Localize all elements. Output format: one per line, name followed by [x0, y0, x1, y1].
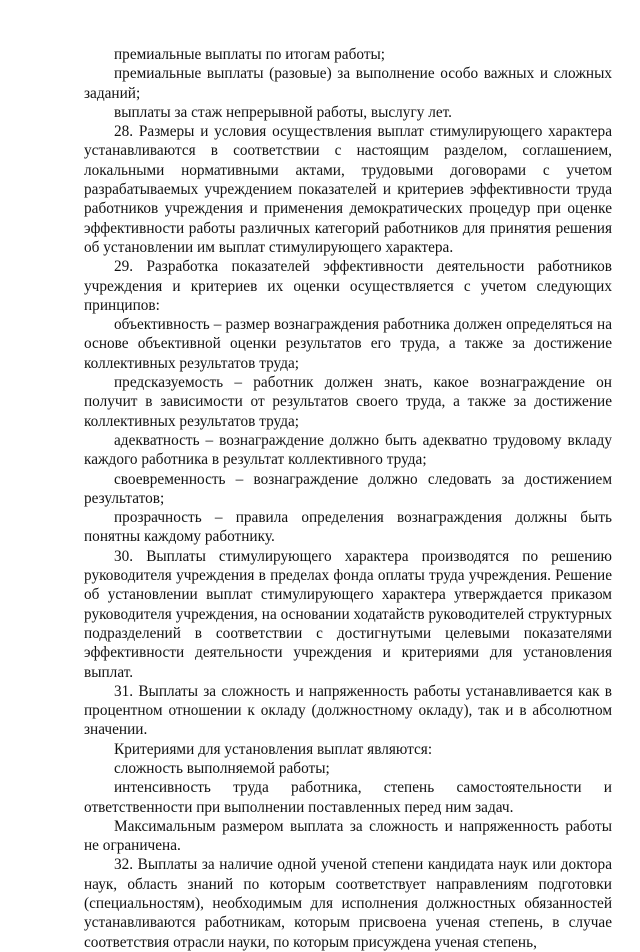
paragraph: Критериями для установления выплат являются: — [114, 740, 433, 758]
paragraph: премиальные выплаты (разовые) за выполнение особо важных и сложных заданий; — [84, 65, 612, 102]
paragraph: интенсивность труда работника, степень самостоятельности и ответственности при выполнении поставленных перед ним задач. — [84, 779, 612, 816]
paragraph: 28. Размеры и условия осуществления выплат стимулирующего характера устанавливаются в соответствии с настоящим разделом, соглашением, локальными нормативными актами, трудовыми договорами с учетом разрабатываемых учреждением показателей и критериев эффективности труда работников учреждения и применения демократических процедур при оценке эффективности работы различных категорий работников для принятия решения об установлении им выплат стимулирующего характера. — [84, 123, 612, 256]
paragraph: своевременность – вознаграждение должно следовать за достижением результатов; — [84, 470, 612, 507]
paragraph: выплаты за стаж непрерывной работы, выслугу лет. — [114, 103, 452, 121]
paragraph: Максимальным размером выплата за сложность и напряженность работы не ограничена. — [84, 817, 612, 855]
document-page — [84, 45, 612, 952]
paragraph: адекватность – вознаграждение должно быть адекватно трудовому вкладу каждого работника в результат коллективного труда; — [84, 431, 612, 469]
paragraph: прозрачность – правила определения вознаграждения должны быть понятны каждому работнику. — [84, 509, 612, 546]
paragraph: 31. Выплаты за сложность и напряженность работы устанавливается как в процентном отношении к окладу (должностному окладу), так и в абсолютном значении. — [84, 682, 612, 739]
paragraph: 32. Выплаты за наличие одной ученой степени кандидата наук или доктора наук, область знаний по которым соответствует направлениям подготовки (специальностям), необходимым для исполнения должностных обязанностей устанавливаются работникам, которым присвоена ученая степень, в случае соответствия отрасли науки, по которым присуждена ученая степень, — [84, 856, 612, 951]
paragraph: сложность выполняемой работы; — [114, 759, 330, 777]
paragraph: 29. Разработка показателей эффективности деятельности работников учреждения и критериев их оценки осуществляется с учетом следующих принципов: — [84, 258, 612, 314]
paragraph: объективность – размер вознаграждения работника должен определяться на основе объективной оценки результатов его труда, а также за достижение коллективных результатов труда; — [84, 316, 612, 372]
paragraph: премиальные выплаты по итогам работы; — [114, 46, 386, 63]
paragraph: предсказуемость – работник должен знать, какое вознаграждение он получит в зависимости от результатов своего труда, а также за достижение коллективных результатов труда; — [84, 374, 612, 430]
paragraph: 30. Выплаты стимулирующего характера производятся по решению руководителя учреждения в пределах фонда оплаты труда учреждения. Решение об установлении выплат стимулирующего характера утверждается приказом руководителя учреждения, на основании ходатайств руководителей структурных подразделений в соответствии с достигнутыми целевыми показателями эффективности деятельности учреждения и критериями для установления выплат. — [84, 547, 612, 681]
